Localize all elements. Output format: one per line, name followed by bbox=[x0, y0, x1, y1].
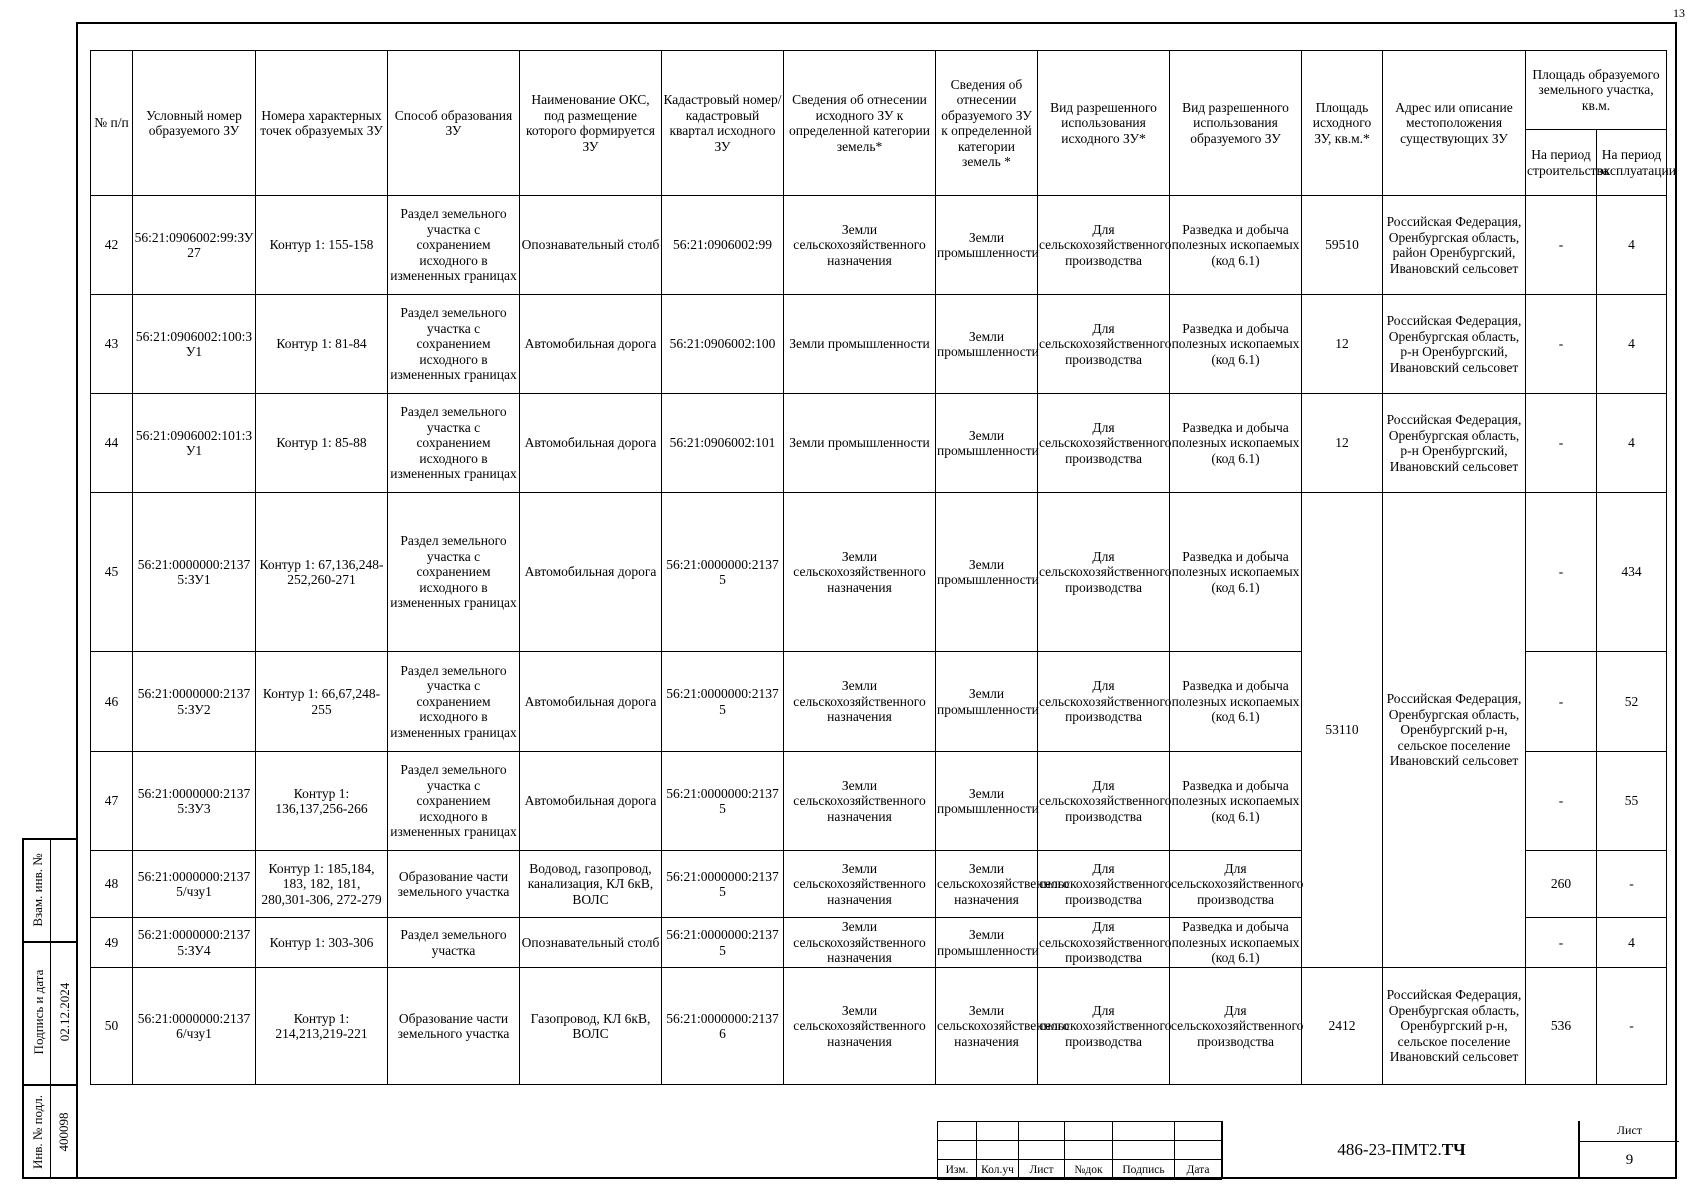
rev-col-data: Дата bbox=[1175, 1160, 1222, 1180]
cell-num: 46 bbox=[91, 652, 133, 752]
cell-use-new: Разведка и добыча полезных ископаемых (код 6.1) bbox=[1170, 493, 1302, 652]
cell-cond-num: 56:21:0906002:101:ЗУ1 bbox=[133, 394, 256, 493]
cell-oks: Опознавательный столб bbox=[520, 196, 662, 295]
cell-method: Раздел земельного участка с сохранением исходного в измененных границах bbox=[388, 752, 520, 851]
header-use-new: Вид разрешенного использования образуемого ЗУ bbox=[1170, 51, 1302, 196]
cell-points: Контур 1: 214,213,219-221 bbox=[256, 968, 388, 1085]
header-num: № п/п bbox=[91, 51, 133, 196]
table-row bbox=[91, 196, 1667, 295]
cell-method: Образование части земельного участка bbox=[388, 851, 520, 918]
cell-area-exp: 4 bbox=[1597, 918, 1667, 968]
cell-use-src: Для сельскохозяйственного производства bbox=[1038, 968, 1170, 1085]
cell-area-exp: 434 bbox=[1597, 493, 1667, 652]
table-row bbox=[91, 295, 1667, 394]
cell-use-new: Разведка и добыча полезных ископаемых (код 6.1) bbox=[1170, 394, 1302, 493]
sign-label: Подпись и дата bbox=[31, 969, 46, 1055]
header-use-src: Вид разрешенного использования исходного ЗУ* bbox=[1038, 51, 1170, 196]
cell-area-build: - bbox=[1526, 652, 1597, 752]
cell-area-exp: 55 bbox=[1597, 752, 1667, 851]
cell-area-build: - bbox=[1526, 394, 1597, 493]
cell-use-new: Разведка и добыча полезных ископаемых (код 6.1) bbox=[1170, 752, 1302, 851]
cell-area-src: 2412 bbox=[1302, 968, 1383, 1085]
header-cat-src: Сведения об отнесении исходного ЗУ к определенной категории земель* bbox=[784, 51, 936, 196]
cell-oks: Водовод, газопровод, канализация, КЛ 6кВ, ВОЛС bbox=[520, 851, 662, 918]
cell-cond-num: 56:21:0000000:21375:ЗУ1 bbox=[133, 493, 256, 652]
cell-area-src-merged: 53110 bbox=[1302, 493, 1383, 968]
cell-address: Российская Федерация, Оренбургская область, р-н Оренбургский, Ивановский сельсовет bbox=[1383, 295, 1526, 394]
cell-cadastral: 56:21:0000000:21376 bbox=[662, 968, 784, 1085]
cell-area-exp: - bbox=[1597, 968, 1667, 1085]
cell-address-merged: Российская Федерация, Оренбургская область, Оренбургский р-н, сельское поселение Ивановский сельсовет bbox=[1383, 493, 1526, 968]
cell-use-src: Для сельскохозяйственного производства bbox=[1038, 918, 1170, 968]
cell-cond-num: 56:21:0906002:99:ЗУ27 bbox=[133, 196, 256, 295]
cell-area-build: - bbox=[1526, 918, 1597, 968]
cell-cat-src: Земли сельскохозяйственного назначения bbox=[784, 851, 936, 918]
cell-area-build: - bbox=[1526, 493, 1597, 652]
cell-cat-new: Земли промышленности bbox=[936, 493, 1038, 652]
cell-oks: Автомобильная дорога bbox=[520, 752, 662, 851]
cell-address: Российская Федерация, Оренбургская область, Оренбургский р-н, сельское поселение Ивановский сельсовет bbox=[1383, 968, 1526, 1085]
table-row bbox=[91, 968, 1667, 1085]
cell-method: Раздел земельного участка с сохранением исходного в измененных границах bbox=[388, 295, 520, 394]
cell-use-src: Для сельскохозяйственного производства bbox=[1038, 196, 1170, 295]
cell-area-exp: 4 bbox=[1597, 196, 1667, 295]
cell-cadastral: 56:21:0000000:21375 bbox=[662, 851, 784, 918]
cell-use-src: Для сельскохозяйственного производства bbox=[1038, 295, 1170, 394]
inv-label: Инв. № подл. bbox=[30, 1094, 45, 1170]
cell-points: Контур 1: 185,184, 183, 182, 181, 280,301-306, 272-279 bbox=[256, 851, 388, 918]
cell-oks: Опознавательный столб bbox=[520, 918, 662, 968]
cell-use-src: Для сельскохозяйственного производства bbox=[1038, 493, 1170, 652]
cell-area-build: - bbox=[1526, 752, 1597, 851]
header-oks: Наименование ОКС, под размещение которого формируется ЗУ bbox=[520, 51, 662, 196]
cell-method: Раздел земельного участка с сохранением исходного в измененных границах bbox=[388, 493, 520, 652]
rev-col-podpis: Подпись bbox=[1113, 1160, 1175, 1180]
page-corner-number: 13 bbox=[1673, 6, 1685, 20]
cell-area-build: - bbox=[1526, 295, 1597, 394]
cell-cat-src: Земли сельскохозяйственного назначения bbox=[784, 196, 936, 295]
cell-cadastral: 56:21:0000000:21375 bbox=[662, 493, 784, 652]
cell-cond-num: 56:21:0000000:21375:ЗУ2 bbox=[133, 652, 256, 752]
document-code-suffix: ТЧ bbox=[1441, 1140, 1466, 1159]
cell-area-build: 260 bbox=[1526, 851, 1597, 918]
cell-method: Раздел земельного участка bbox=[388, 918, 520, 968]
cell-oks: Автомобильная дорога bbox=[520, 493, 662, 652]
sheet-number: 9 bbox=[1625, 1151, 1634, 1168]
cell-use-new: Разведка и добыча полезных ископаемых (код 6.1) bbox=[1170, 918, 1302, 968]
cell-area-src: 59510 bbox=[1302, 196, 1383, 295]
cell-cadastral: 56:21:0906002:100 bbox=[662, 295, 784, 394]
cell-points: Контур 1: 81-84 bbox=[256, 295, 388, 394]
cell-cadastral: 56:21:0000000:21375 bbox=[662, 752, 784, 851]
cell-use-new: Разведка и добыча полезных ископаемых (код 6.1) bbox=[1170, 196, 1302, 295]
vzam-label: Взам. инв. № bbox=[30, 853, 45, 927]
side-inv-cell bbox=[24, 1084, 76, 1179]
cell-cat-new: Земли промышленности bbox=[936, 652, 1038, 752]
cell-method: Раздел земельного участка с сохранением исходного в измененных границах bbox=[388, 196, 520, 295]
sheet-label: Лист bbox=[1580, 1123, 1679, 1142]
rev-col-ndok: №док bbox=[1065, 1160, 1113, 1180]
rev-col-list: Лист bbox=[1019, 1160, 1065, 1180]
header-method: Способ образования ЗУ bbox=[388, 51, 520, 196]
cell-cat-new: Земли сельскохозяйственного назначения bbox=[936, 968, 1038, 1085]
cell-cond-num: 56:21:0000000:21375/чзу1 bbox=[133, 851, 256, 918]
document-code-main: 486-23-ПМТ2. bbox=[1337, 1140, 1442, 1159]
cell-cat-new: Земли сельскохозяйственного назначения bbox=[936, 851, 1038, 918]
header-address: Адрес или описание местоположения существующих ЗУ bbox=[1383, 51, 1526, 196]
side-vzam-cell bbox=[24, 840, 76, 943]
header-area-build: На период строительства bbox=[1526, 130, 1597, 196]
header-cat-new: Сведения об отнесении образуемого ЗУ к определенной категории земель * bbox=[936, 51, 1038, 196]
cell-cadastral: 56:21:0906002:99 bbox=[662, 196, 784, 295]
rev-col-kolych: Кол.уч bbox=[977, 1160, 1019, 1180]
header-area-exp: На период эксплуатации bbox=[1597, 130, 1667, 196]
sign-date: 02.12.2024 bbox=[57, 982, 72, 1042]
header-cond-num: Условный номер образуемого ЗУ bbox=[133, 51, 256, 196]
cell-area-build: - bbox=[1526, 196, 1597, 295]
cell-area-exp: 4 bbox=[1597, 295, 1667, 394]
cell-cat-new: Земли промышленности bbox=[936, 196, 1038, 295]
cell-points: Контур 1: 67,136,248-252,260-271 bbox=[256, 493, 388, 652]
cell-num: 44 bbox=[91, 394, 133, 493]
sheet-box bbox=[1578, 1121, 1679, 1179]
cell-cat-src: Земли сельскохозяйственного назначения bbox=[784, 752, 936, 851]
header-area-src: Площадь исходного ЗУ, кв.м.* bbox=[1302, 51, 1383, 196]
title-block bbox=[937, 1121, 1677, 1179]
cell-use-src: Для сельскохозяйственного производства bbox=[1038, 394, 1170, 493]
cell-area-exp: 4 bbox=[1597, 394, 1667, 493]
cell-address: Российская Федерация, Оренбургская область, район Оренбургский, Ивановский сельсовет bbox=[1383, 196, 1526, 295]
header-cadastral: Кадастровый номер/ кадастровый квартал исходного ЗУ bbox=[662, 51, 784, 196]
cell-use-src: Для сельскохозяйственного производства bbox=[1038, 851, 1170, 918]
cell-area-exp: - bbox=[1597, 851, 1667, 918]
cell-area-src: 12 bbox=[1302, 295, 1383, 394]
cell-use-new: Разведка и добыча полезных ископаемых (код 6.1) bbox=[1170, 652, 1302, 752]
cell-points: Контур 1: 303-306 bbox=[256, 918, 388, 968]
cell-use-src: Для сельскохозяйственного производства bbox=[1038, 752, 1170, 851]
header-area-new: Площадь образуемого земельного участка, кв.м. bbox=[1526, 51, 1667, 130]
cell-method: Раздел земельного участка с сохранением исходного в измененных границах bbox=[388, 652, 520, 752]
cell-cat-src: Земли сельскохозяйственного назначения bbox=[784, 493, 936, 652]
cell-use-src: Для сельскохозяйственного производства bbox=[1038, 652, 1170, 752]
cell-oks: Автомобильная дорога bbox=[520, 295, 662, 394]
cell-num: 42 bbox=[91, 196, 133, 295]
cell-points: Контур 1: 155-158 bbox=[256, 196, 388, 295]
cell-cat-src: Земли промышленности bbox=[784, 394, 936, 493]
cell-address: Российская Федерация, Оренбургская область, р-н Оренбургский, Ивановский сельсовет bbox=[1383, 394, 1526, 493]
cell-use-new: Для сельскохозяйственного производства bbox=[1170, 968, 1302, 1085]
cell-cond-num: 56:21:0906002:100:ЗУ1 bbox=[133, 295, 256, 394]
inv-value: 400098 bbox=[56, 1112, 71, 1152]
cell-oks: Автомобильная дорога bbox=[520, 394, 662, 493]
cell-num: 49 bbox=[91, 918, 133, 968]
cell-cat-src: Земли промышленности bbox=[784, 295, 936, 394]
cell-cadastral: 56:21:0000000:21375 bbox=[662, 652, 784, 752]
cell-use-new: Для сельскохозяйственного производства bbox=[1170, 851, 1302, 918]
cell-cat-src: Земли сельскохозяйственного назначения bbox=[784, 652, 936, 752]
side-sign-cell bbox=[24, 941, 76, 1086]
cell-points: Контур 1: 66,67,248-255 bbox=[256, 652, 388, 752]
revision-table bbox=[937, 1121, 1222, 1180]
cell-cat-new: Земли промышленности bbox=[936, 394, 1038, 493]
cell-area-src: 12 bbox=[1302, 394, 1383, 493]
cell-cat-new: Земли промышленности bbox=[936, 752, 1038, 851]
cell-cat-new: Земли промышленности bbox=[936, 918, 1038, 968]
cell-oks: Автомобильная дорога bbox=[520, 652, 662, 752]
cell-num: 50 bbox=[91, 968, 133, 1085]
approval-side-block bbox=[22, 838, 76, 1179]
cell-area-exp: 52 bbox=[1597, 652, 1667, 752]
document-code bbox=[1221, 1121, 1580, 1179]
cell-cond-num: 56:21:0000000:21375:ЗУ4 bbox=[133, 918, 256, 968]
cell-points: Контур 1: 136,137,256-266 bbox=[256, 752, 388, 851]
cell-cond-num: 56:21:0000000:21376/чзу1 bbox=[133, 968, 256, 1085]
cell-num: 45 bbox=[91, 493, 133, 652]
table-row bbox=[91, 394, 1667, 493]
header-points: Номера характерных точек образуемых ЗУ bbox=[256, 51, 388, 196]
cell-cadastral: 56:21:0906002:101 bbox=[662, 394, 784, 493]
land-plots-table bbox=[90, 50, 1676, 1085]
cell-cat-src: Земли сельскохозяйственного назначения bbox=[784, 918, 936, 968]
cell-num: 48 bbox=[91, 851, 133, 918]
cell-cadastral: 56:21:0000000:21375 bbox=[662, 918, 784, 968]
cell-area-build: 536 bbox=[1526, 968, 1597, 1085]
cell-cat-src: Земли сельскохозяйственного назначения bbox=[784, 968, 936, 1085]
cell-method: Раздел земельного участка с сохранением исходного в измененных границах bbox=[388, 394, 520, 493]
rev-col-izm: Изм. bbox=[938, 1160, 977, 1180]
cell-method: Образование части земельного участка bbox=[388, 968, 520, 1085]
cell-cond-num: 56:21:0000000:21375:ЗУ3 bbox=[133, 752, 256, 851]
cell-use-new: Разведка и добыча полезных ископаемых (код 6.1) bbox=[1170, 295, 1302, 394]
cell-num: 47 bbox=[91, 752, 133, 851]
cell-num: 43 bbox=[91, 295, 133, 394]
cell-oks: Газопровод, КЛ 6кВ, ВОЛС bbox=[520, 968, 662, 1085]
table-row bbox=[91, 493, 1667, 652]
cell-points: Контур 1: 85-88 bbox=[256, 394, 388, 493]
cell-cat-new: Земли промышленности bbox=[936, 295, 1038, 394]
